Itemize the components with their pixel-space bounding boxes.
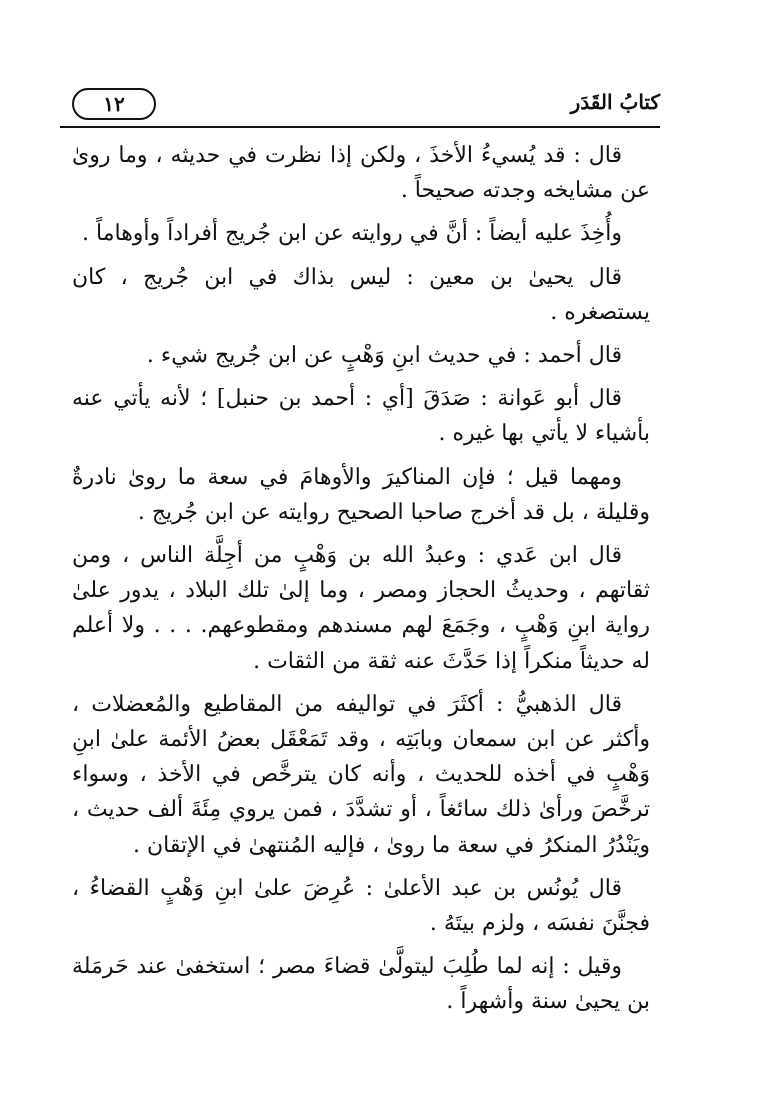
running-header xyxy=(60,86,660,122)
paragraph: وقيل : إنه لما طُلِبَ ليتولَّىٰ قضاءَ مصر ؛ استخفىٰ عند حَرمَلة بن يحيىٰ سنة وأشهراً . xyxy=(72,954,650,1015)
header-divider xyxy=(60,126,660,128)
paragraph: قال ابن عَدي : وعبدُ الله بن وَهْبٍ من أجِلَّة الناس ، ومن ثقاتهم ، وحديثُ الحجاز ومصر ، وما إلىٰ تلك البلاد ، يدور علىٰ رواية ابنِ وَهْبٍ ، وجَمَعَ لهم مسندهم ومقطوعهم. . . . ولا أعلم له حديثاً منكراً إذا حَدَّثَ عنه ثقة من الثقات . xyxy=(72,543,650,674)
page-number: ١٢ xyxy=(72,88,156,120)
paragraph: قال يُونُس بن عبد الأعلىٰ : عُرِضَ علىٰ ابنِ وَهْبٍ القضاءُ ، فجنَّنَ نفسَه ، ولزم بيتَهُ . xyxy=(72,875,650,937)
paragraph: قال الذهبيُّ : أكثَرَ في تواليفه من المقاطيع والمُعضلات ، وأكثر عن ابن سمعان وبابَتِه ، وقد تَمَعْقَل بعضُ الأئمة علىٰ ابنِ وَهْبٍ في أخذه للحديث ، وأنه كان يترخَّص في الأخذ ، وسواء ترخَّصَ ورأىٰ ذلك سائغاً ، أو تشدَّدَ ، فمن يروي مِئَةَ ألف حديث ، ويَنْدُرُ المنكرُ في سعة ما روىٰ ، فإليه المُنتهىٰ في الإتقان . xyxy=(72,691,650,858)
paragraph: وأُخِذَ عليه أيضاً : أنَّ في روايته عن ابن جُريج أفراداً وأوهاماً . xyxy=(82,221,622,247)
paragraph: ومهما قيل ؛ فإن المناكيرَ والأوهامَ في سعة ما روىٰ نادرةٌ وقليلة ، بل قد أخرج صاحبا الصحيح روايته عن ابن جُريج . xyxy=(72,464,650,525)
page-body xyxy=(72,138,650,1020)
paragraph: قال أحمد : في حديث ابنِ وَهْبٍ عن ابن جُريج شيء . xyxy=(146,343,622,369)
paragraph: قال أبو عَوانة : صَدَقَ [أي : أحمد بن حنبل] ؛ لأنه يأتي عنه بأشياء لا يأتي بها غيره . xyxy=(72,386,650,447)
book-title: كتابُ القَدَر xyxy=(570,90,660,114)
paragraph: قال : قد يُسيءُ الأخذَ ، ولكن إذا نظرت في حديثه ، وما روىٰ عن مشايخه وجدته صحيحاً . xyxy=(72,143,650,204)
paragraph: قال يحيىٰ بن معين : ليس بذاك في ابن جُريج ، كان يستصغره . xyxy=(72,264,650,325)
